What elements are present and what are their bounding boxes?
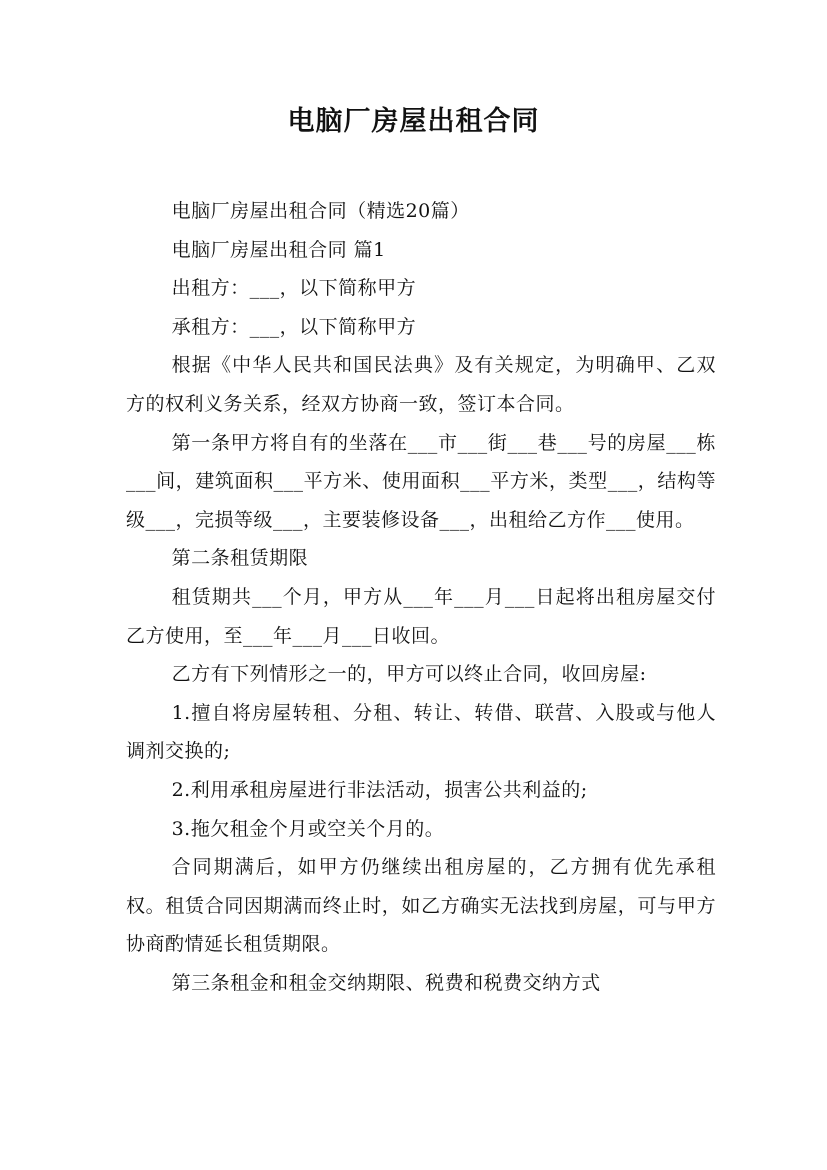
paragraph-article-3-heading: 第三条租金和租金交纳期限、税费和税费交纳方式 (171, 971, 601, 994)
paragraph-lease-term: 租赁期共___个月，甲方从___年___月___日起将出租房屋交付乙方使用，至___年___月___日收回。 (126, 585, 716, 647)
paragraph-article-2-heading: 第二条租赁期限 (171, 547, 309, 570)
paragraph-preamble: 根据《中华人民共和国民法典》及有关规定，为明确甲、乙双方的权利义务关系，经双方协商一致，签订本合同。 (126, 354, 716, 415)
document-body (126, 192, 716, 1002)
paragraph-item-1: 1.擅自将房屋转租、分租、转让、转借、联营、入股或与他人调剂交换的; (126, 701, 716, 763)
paragraph-article-1: 第一条甲方将自有的坐落在___市___街___巷___号的房屋___栋___间，建筑面积___平方米、使用面积___平方米，类型___，结构等级___，完损等级___，主要装修设备___，出租给乙方作___使用。 (126, 431, 716, 531)
paragraph-subtitle: 电脑厂房屋出租合同（精选20篇） (171, 200, 470, 222)
paragraph-item-2: 2.利用承租房屋进行非法活动，损害公共利益的; (171, 778, 588, 801)
paragraph-lessee: 承租方：___，以下简称甲方 (171, 315, 417, 338)
paragraph-section-heading: 电脑厂房屋出租合同 篇1 (171, 238, 386, 261)
paragraph-item-3: 3.拖欠租金个月或空关个月的。 (171, 817, 445, 840)
paragraph-termination-intro: 乙方有下列情形之一的，甲方可以终止合同，收回房屋: (171, 663, 647, 686)
document-title: 电脑厂房屋出租合同 (287, 106, 540, 137)
paragraph-lessor: 出租方：___，以下简称甲方 (171, 277, 417, 300)
paragraph-renewal: 合同期满后，如甲方仍继续出租房屋的，乙方拥有优先承租权。租赁合同因期满而终止时，如乙方确实无法找到房屋，可与甲方协商酌情延长租赁期限。 (126, 856, 716, 956)
